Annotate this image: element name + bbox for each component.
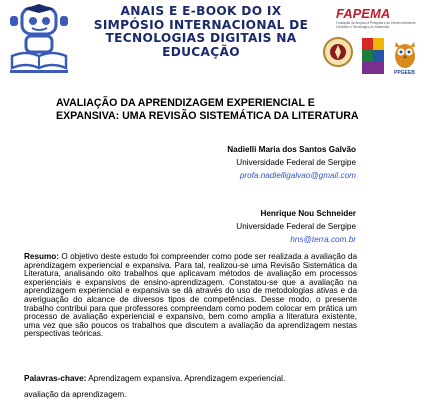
event-title: ANAIS E E-BOOK DO IX SIMPÓSIO INTERNACIONAL DE TECNOLOGIAS DIGITAIS NA EDUCAÇÃO: [93, 4, 309, 59]
keywords-label: Palavras-chave:: [24, 374, 87, 383]
robot-book-icon: [8, 4, 72, 78]
fapema-logo: FAPEMA: [336, 6, 391, 21]
author-name: Henrique Nou Schneider: [260, 209, 356, 218]
university-seal-icon: [322, 36, 354, 68]
abstract-text: O objetivo deste estudo foi compreender como pode ser realizada a avaliação da aprendizagem experiencial e expansiva. Para tal, realizou-se uma Revisão Sistemática da Literatura, analisando oito trabalhos que aplicavam métodos de avaliação em processos experienciais e expansivos de ensino-aprendizagem. Constatou-se que a avaliação na aprendizagem experiencial e expansiva se dá através do uso de metodologias ativas e da averiguação do alcance de diversos tipos de competências. Desse modo, o presente trabalho contribui para que professores compreendam como podem colocar em prática um processo de avaliação experiencial e expansivo, bem como amplia a literatura existente, uma vez que são poucos os trabalhos que discutem a avaliação da aprendizagem nestas perspectivas teóricas.: [24, 252, 357, 339]
author-email[interactable]: hns@terra.com.br: [290, 235, 356, 244]
title-line-1: AVALIAÇÃO DA APRENDIZAGEM EXPERIENCIAL E: [56, 97, 315, 109]
keywords: [24, 374, 357, 383]
author-affiliation: Universidade Federal de Sergipe: [236, 222, 356, 231]
author-affiliation: Universidade Federal de Sergipe: [236, 158, 356, 167]
abstract-label: Resumo:: [24, 252, 60, 261]
fapema-subtitle: Fundação de Amparo à Pesquisa e ao Desenvolvimento Científico e Tecnológico do Maranhão: [336, 21, 416, 29]
author-email[interactable]: profa.nadielligalvao@gmail.com: [239, 171, 356, 180]
keywords-text: Aprendizagem expansiva. Aprendizagem experiencial.: [88, 374, 286, 383]
ppgeeb-logo-text: PPGEEB: [394, 70, 415, 76]
sponsor-logos: [320, 6, 420, 80]
author-name: Nadielli Maria dos Santos Galvão: [227, 145, 356, 154]
colorful-logo-icon: [362, 38, 384, 74]
owl-logo-icon: [392, 38, 418, 70]
event-banner: [0, 0, 424, 82]
article-title: [56, 97, 376, 122]
keywords-continuation: avaliação da aprendizagem.: [24, 390, 127, 399]
abstract: [24, 253, 357, 339]
author-block: [227, 143, 356, 182]
author-block: [236, 207, 356, 246]
title-line-2: EXPANSIVA: UMA REVISÃO SISTEMÁTICA DA LITERATURA: [56, 109, 359, 122]
